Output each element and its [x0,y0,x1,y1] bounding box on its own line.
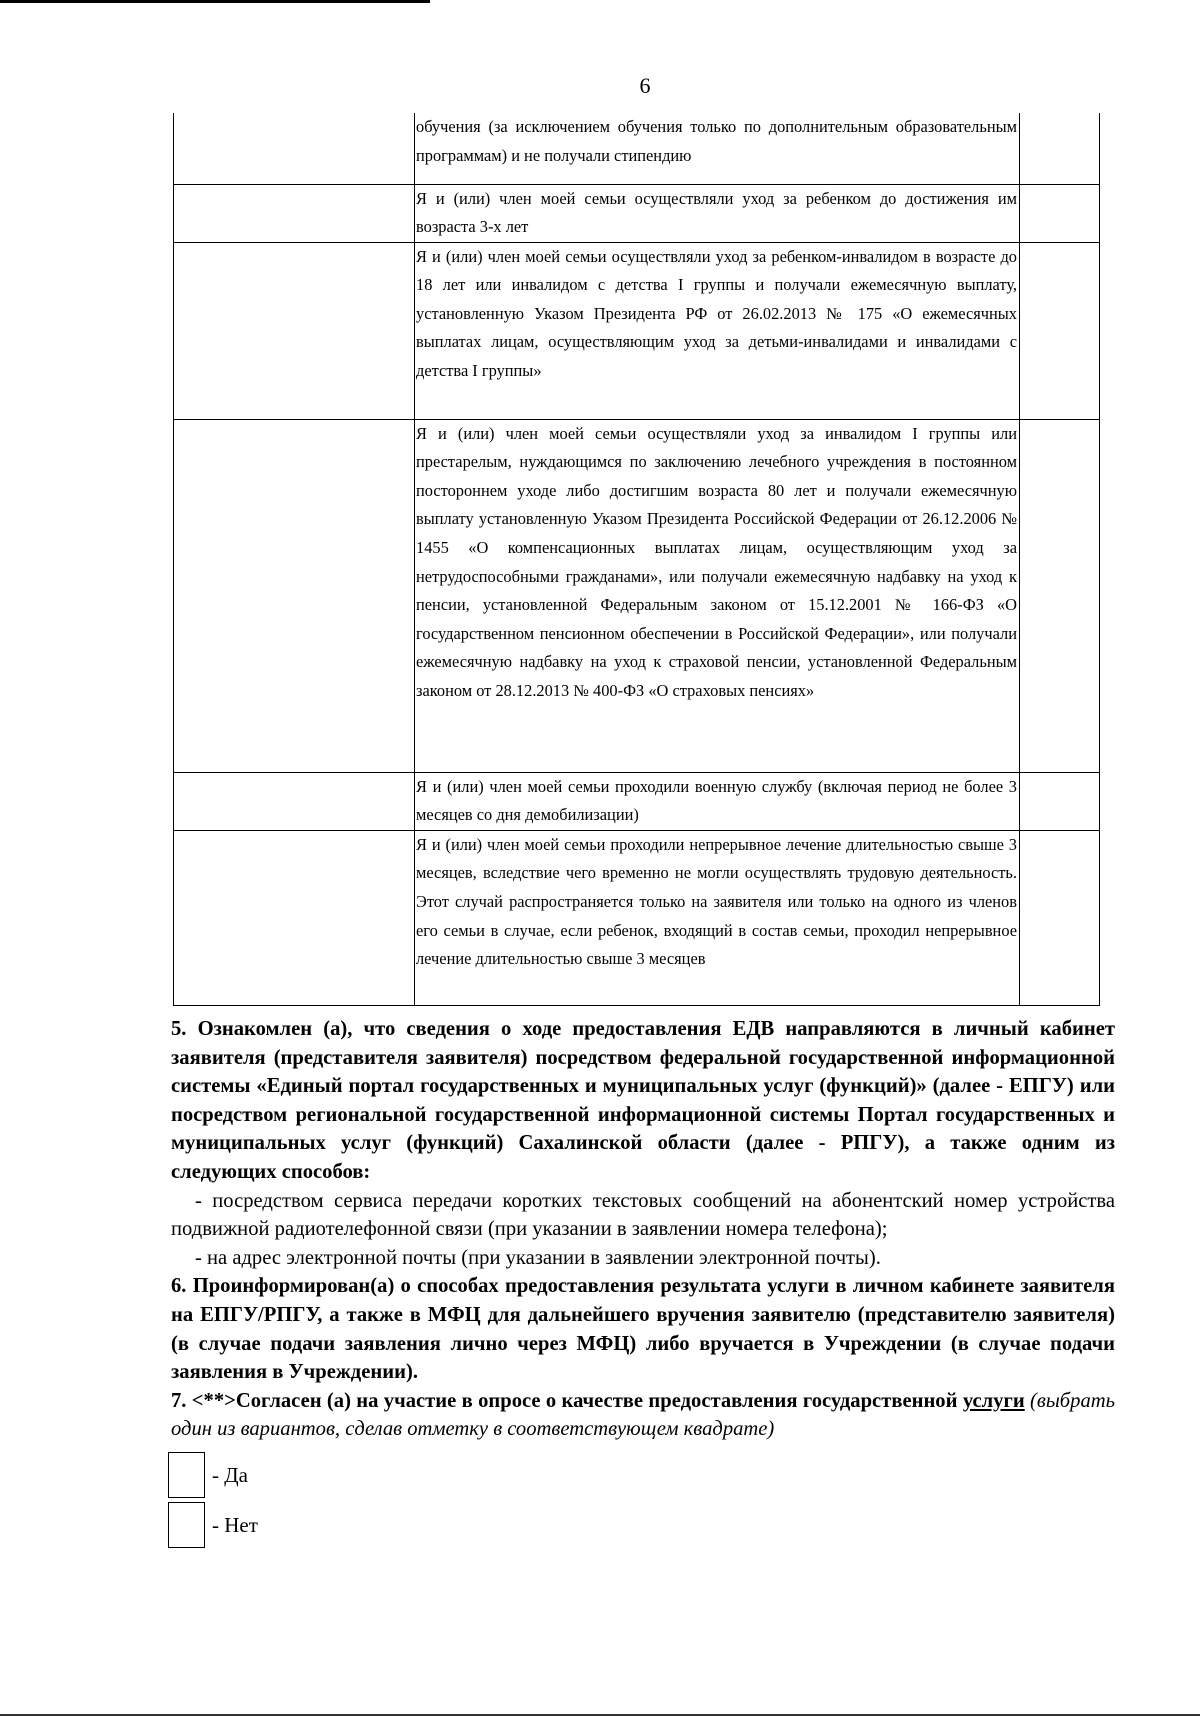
row-text: Я и (или) член моей семьи проходили непрерывное лечение длительностью свыше 3 месяцев, вследствие чего временно не могли осуществлять трудовую деятельность. Этот случай распространяется только на заявителя или только на одного из членов его семьи в случае, если ребенок, входящий в состав семьи, проходил непрерывное лечение длительностью свыше 3 месяцев [416,834,1017,969]
table-cell-empty [174,242,415,419]
table-cell-empty [174,113,415,184]
section-6-text: 6. Проинформирован(а) о способах предоставления результата услуги в личном кабинете заявителя на ЕПГУ/РПГУ, а также в МФЦ для дальнейшего вручения заявителю (представителю заявителя) (в случае подачи заявления лично через МФЦ) либо вручается в Учреждении (в случае подачи заявления в Учреждении). [171,1275,1115,1384]
table-cell-text [415,113,1020,184]
table-cell-text [415,419,1020,772]
table-row [174,184,1100,242]
table-row [174,242,1100,419]
option-no[interactable] [168,1500,1115,1550]
section-7-prefix: 7. <**>Согласен (а) на участие в опросе о качестве предоставления государственной [171,1389,963,1412]
row-text: обучения (за исключением обучения только по дополнительным образовательным программам) и не получали стипендию [416,117,1017,165]
row-text: Я и (или) член моей семьи осуществляли уход за инвалидом I группы или престарелым, нуждающимся по заключению лечебного учреждения в постоянном постороннем уходе либо достигшим возраста 80 лет и получали ежемесячную выплату установленную Указом Президента Российской Федерации от 26.12.2006 № 1455 «О компенсационных выплатах лицам, осуществляющим уход за нетрудоспособными гражданами», или получали ежемесячную надбавку на уход к пенсии, установленной Федеральным законом от 15.12.2001 № 166-ФЗ «О государственном пенсионном обеспечении в Российской Федерации», или получали ежемесячную надбавку на уход к страховой пенсии, установленной Федеральным законом от 28.12.2013 № 400-ФЗ «О страховых пенсиях» [416,423,1017,701]
table-cell-mark[interactable] [1020,419,1100,772]
survey-options [171,1450,1115,1550]
table-cell-empty [174,830,415,1005]
table-cell-mark[interactable] [1020,113,1100,184]
table-cell-text [415,242,1020,419]
row-text: Я и (или) член моей семьи осуществляли уход за ребенком до достижения им возраста 3-х лет [416,188,1017,237]
section-7-underlined: услуги [962,1389,1025,1412]
section-5-bullet-email: - на адрес электронной почты (при указании в заявлении электронной почты). [195,1246,881,1269]
table-row [174,419,1100,772]
page-number: 6 [639,73,651,98]
table-cell-text [415,772,1020,830]
section-5-bullet-sms: - посредством сервиса передачи коротких текстовых сообщений на абонентский номер устройства подвижной радиотелефонной связи (при указании в заявлении номера телефона); [171,1189,1115,1241]
option-yes[interactable] [168,1450,1115,1500]
table-cell-empty [174,184,415,242]
section-5-text: 5. Ознакомлен (а), что сведения о ходе предоставления ЕДВ направляются в личный кабинет заявителя (представителя заявителя) посредством федеральной государственной информационной системы «Единый портал государственных и муниципальных услуг (функций)» (далее - ЕПГУ) или посредством региональной государственной информационной системы Портал государственных и муниципальных услуг (функций) Сахалинской области (далее - РПГУ), а также одним из следующих способов: [171,1018,1115,1183]
table-cell-text [415,184,1020,242]
no-checkbox[interactable] [168,1502,205,1548]
table-row [174,830,1100,1005]
table-cell-mark[interactable] [1020,242,1100,419]
table-cell-mark[interactable] [1020,184,1100,242]
table-cell-empty [174,419,415,772]
document-body [171,1015,1115,1550]
row-text: Я и (или) член моей семьи проходили военную службу (включая период не более 3 месяцев со дня демобилизации) [416,776,1017,825]
conditions-table [173,113,1100,1006]
option-yes-label: - Да [212,1462,248,1487]
section-7-text [171,1387,1115,1444]
scan-edge-top [0,0,430,3]
table-cell-empty [174,772,415,830]
row-text: Я и (или) член моей семьи осуществляли уход за ребенком-инвалидом в возрасте до 18 лет или инвалидом с детства I группы и получали ежемесячную выплату, установленную Указом Президента РФ от 26.02.2013 № 175 «О ежемесячных выплатах лицам, осуществляющим уход за детьми-инвалидами и инвалидами с детства I группы» [416,246,1017,381]
table-row [174,772,1100,830]
table-cell-mark[interactable] [1020,830,1100,1005]
section-7-note: (выбрать один из вариантов, сделав отметку в соответствующем квадрате) [171,1389,1115,1441]
table-cell-text [415,830,1020,1005]
table-cell-mark[interactable] [1020,772,1100,830]
option-no-label: - Нет [212,1512,258,1537]
yes-checkbox[interactable] [168,1452,205,1498]
table-row [174,113,1100,184]
